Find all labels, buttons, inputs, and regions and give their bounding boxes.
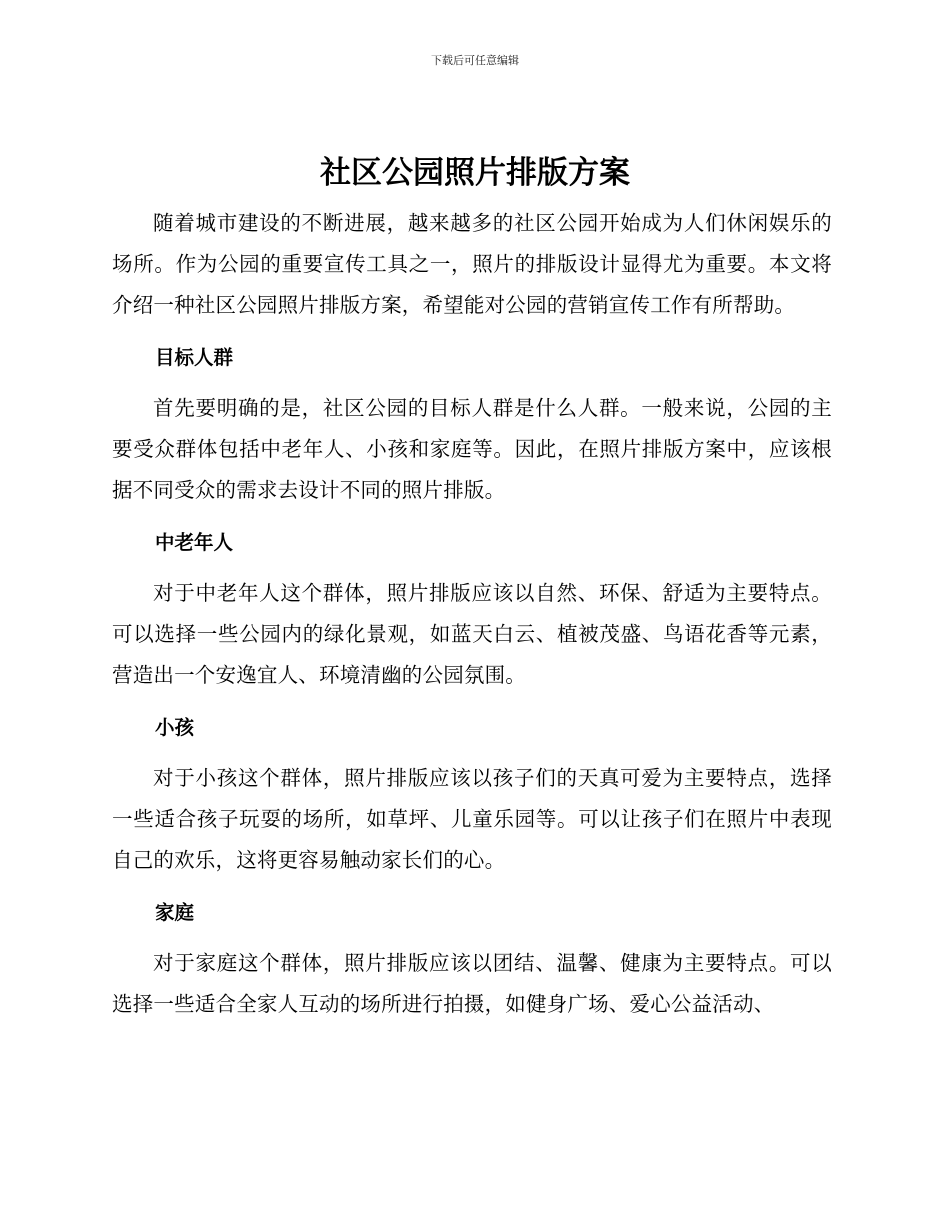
section-paragraph-target-audience: 首先要明确的是，社区公园的目标人群是什么人群。一般来说，公园的主要受众群体包括中老年人、小孩和家庭等。因此，在照片排版方案中，应该根据不同受众的需求去设计不同的照片排版。 — [112, 396, 832, 502]
page-header: 下载后可任意编辑 — [431, 54, 519, 67]
document-title: 社区公园照片排版方案 — [320, 155, 630, 191]
section-heading-target-audience: 目标人群 — [155, 346, 234, 369]
section-paragraph-children: 对于小孩这个群体，照片排版应该以孩子们的天真可爱为主要特点，选择一些适合孩子玩耍的场所，如草坪、儿童乐园等。可以让孩子们在照片中表现自己的欢乐，这将更容易触动家长们的心。 — [112, 766, 832, 872]
section-heading-family: 家庭 — [155, 901, 195, 924]
section-paragraph-family: 对于家庭这个群体，照片排版应该以团结、温馨、健康为主要特点。可以选择一些适合全家人互动的场所进行拍摄，如健身广场、爱心公益活动、 — [112, 951, 832, 1016]
section-paragraph-elderly: 对于中老年人这个群体，照片排版应该以自然、环保、舒适为主要特点。可以选择一些公园内的绿化景观，如蓝天白云、植被茂盛、鸟语花香等元素，营造出一个安逸宜人、环境清幽的公园氛围。 — [112, 581, 832, 687]
intro-paragraph: 随着城市建设的不断进展，越来越多的社区公园开始成为人们休闲娱乐的场所。作为公园的重要宣传工具之一，照片的排版设计显得尤为重要。本文将介绍一种社区公园照片排版方案，希望能对公园的营销宣传工作有所帮助。 — [112, 211, 832, 317]
section-heading-children: 小孩 — [155, 716, 195, 739]
section-heading-elderly: 中老年人 — [155, 531, 234, 554]
document-body — [112, 203, 832, 1025]
